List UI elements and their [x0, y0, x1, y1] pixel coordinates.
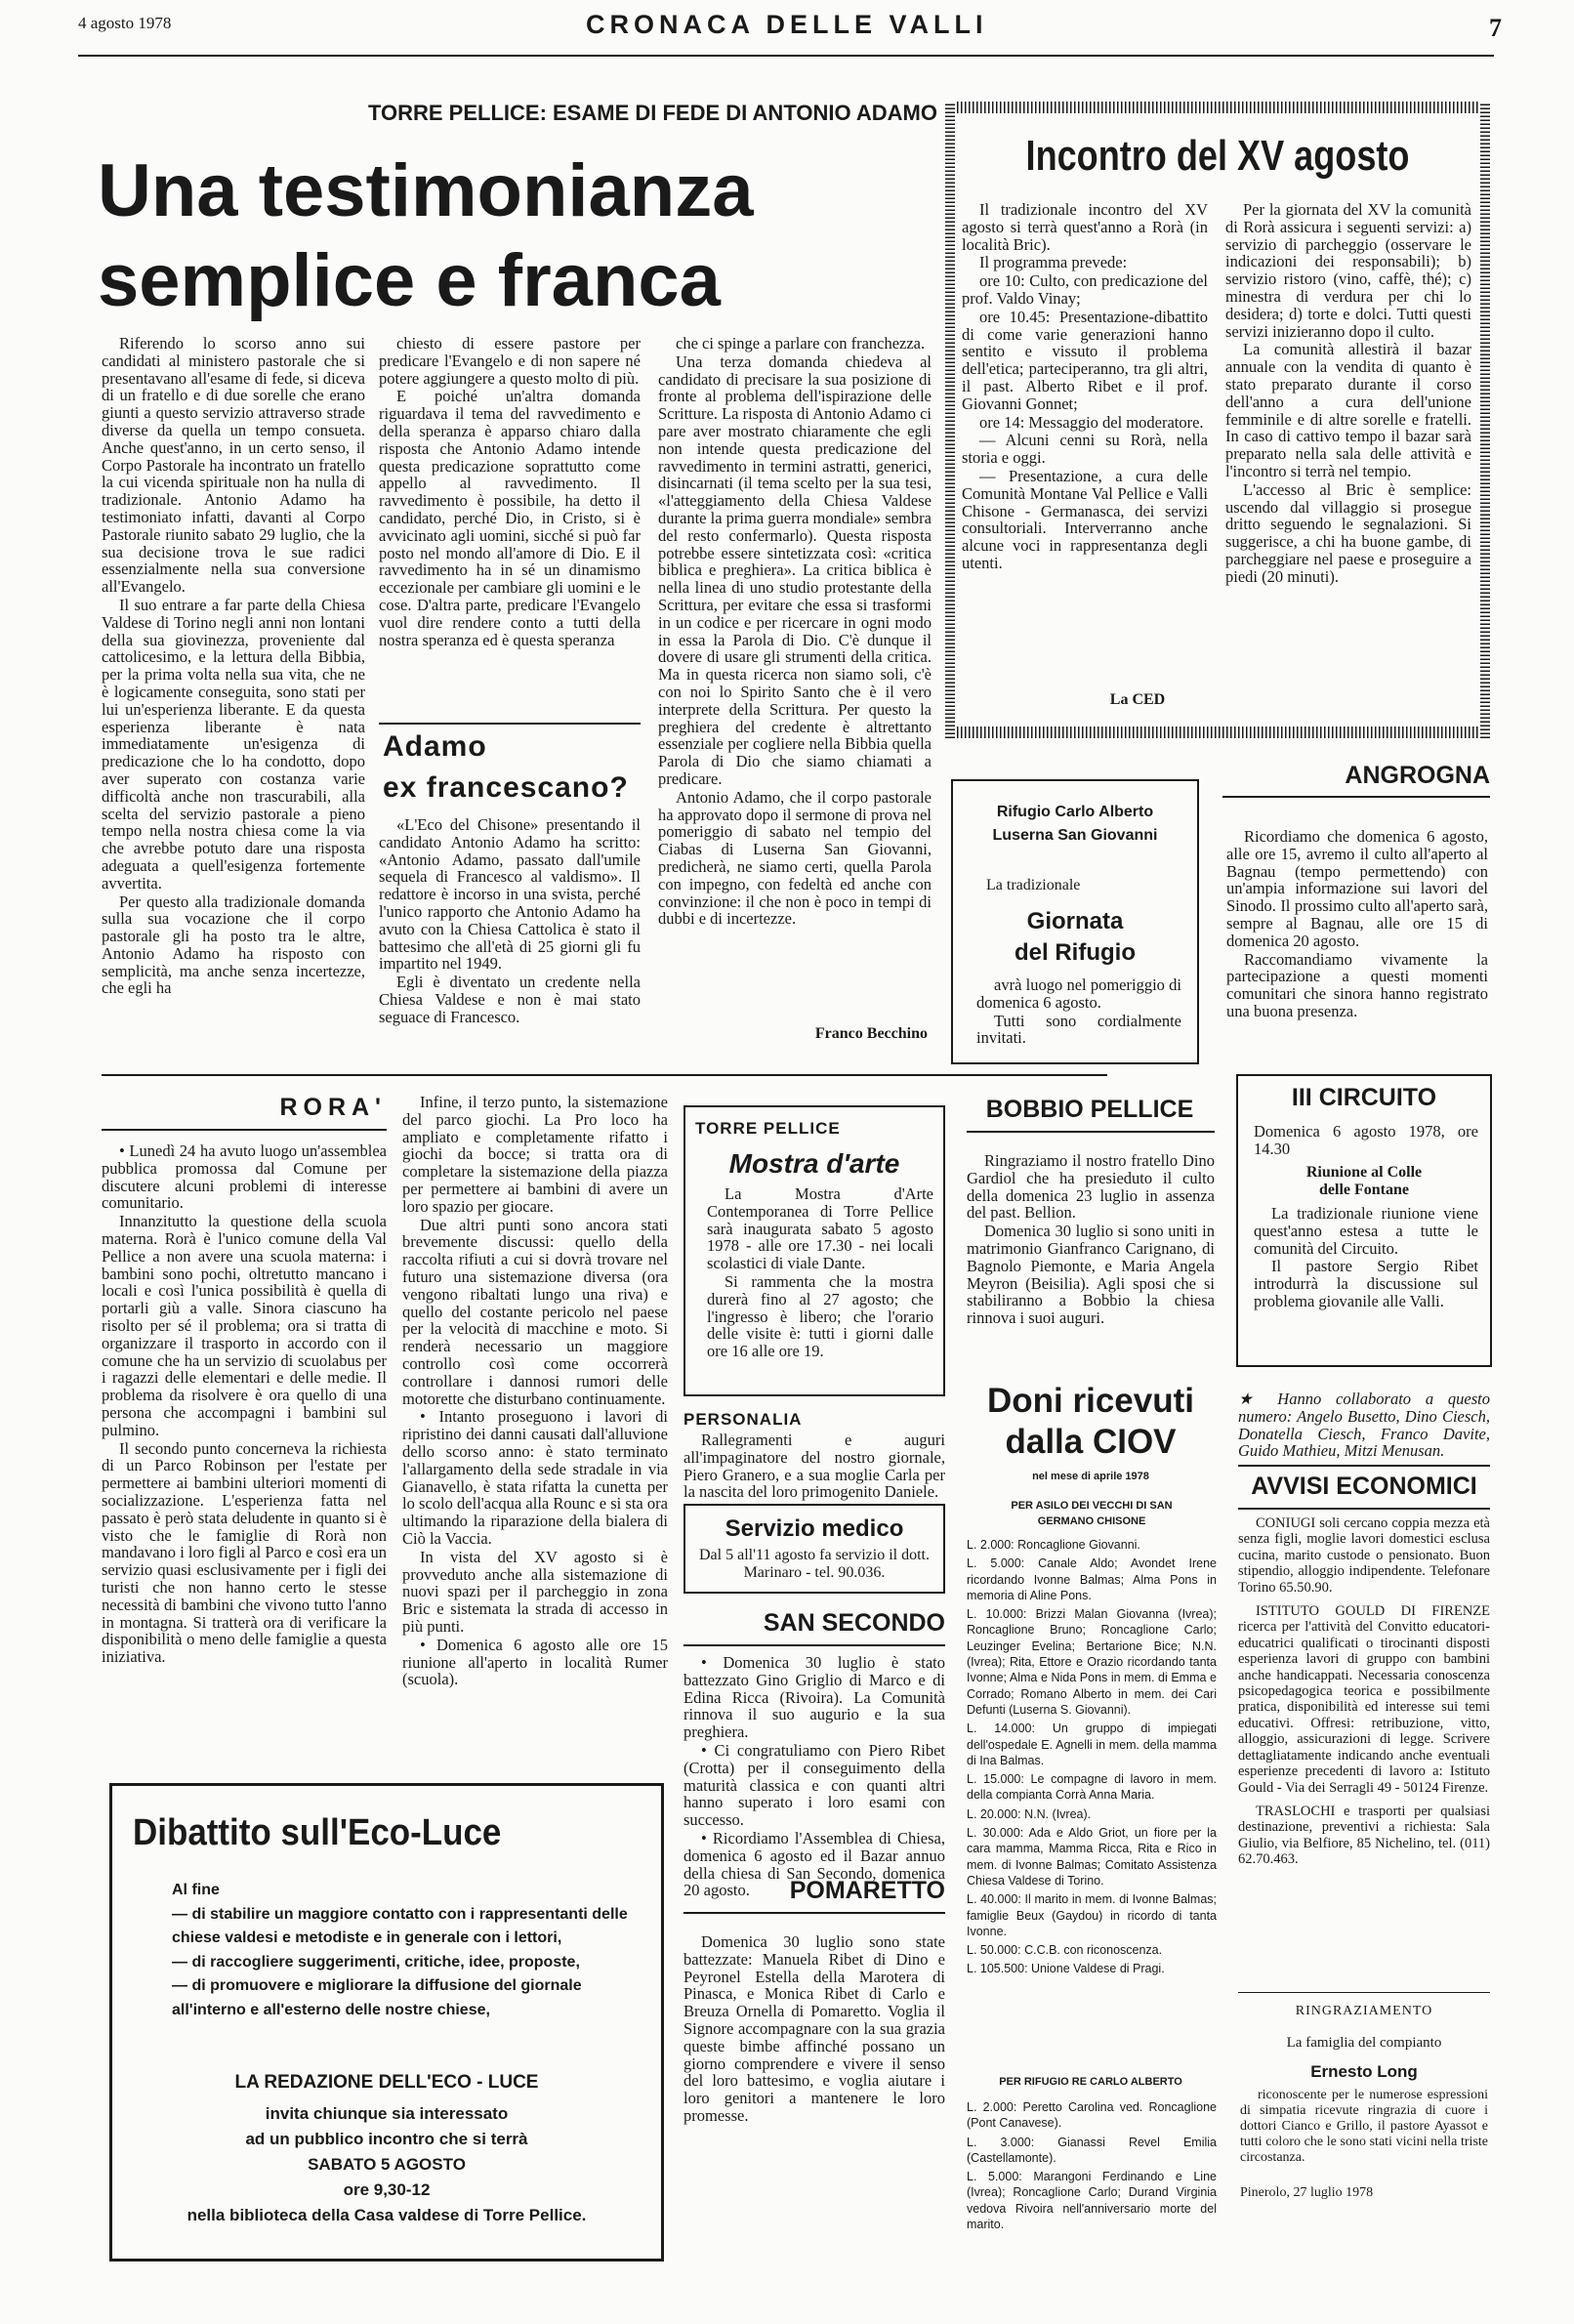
rora-col-2: Infine, il terzo punto, la sistemazione del parco giochi. La Pro loco ha ampliato e completamente rifatto i giochi da bocce; si tratta ora di completare la sistemazione della piazza per permettere ai bambini di avere un loro spazio per giocare. Due altri punti sono ancora stati brevemente discussi: quello della raccolta rifiuti a cui si dovrà trovare nel futuro una sistemazione diversa (ora vengono ribaltati lungo una riva) e quello del costante pericolo nel paese per la velocità di macchine e moto. Si renderà necessario un maggiore controllo così come occorrerà controllare i dannosi rumori delle motorette che disturbano continuamente. • Intanto proseguono i lavori di ripristino dei danni causati dall'alluvione dello scorso anno: è stato terminato l'allargamento della sede stradale in via Gianavello, è stata rifatta la cunetta per lo scolo dell'acqua alla Rounc e si sta ora ultimando la riparazione della bialera di Ciò la Vaccia. In vista del XV agosto si è provveduto anche alla sistemazione di nuovi spazi per il parcheggio in zona Bric e sistemata la strada di accesso in più punti. • Domenica 6 agosto alle ore 15 riunione all'aperto in località Rumer (scuola).: [402, 1093, 668, 1689]
ringr-name: Ernesto Long: [1310, 2062, 1418, 2081]
circuito-text: La tradizionale riunione viene quest'anno estesa a tutte le comunità del Circuito. Il pastore Sergio Ribet introdurrà la discussione sul problema giovanile alle Valli.: [1254, 1204, 1478, 1310]
doni-h1: PER ASILO DEI VECCHI DI SAN GERMANO CHISONE: [1011, 1500, 1173, 1527]
rora-top-rule: [102, 1074, 1107, 1076]
doni-title: Doni ricevuti dalla CIOV: [987, 1382, 1194, 1461]
incontro-border-right: [1480, 102, 1490, 738]
incontro-title: Incontro del XV agosto: [1025, 132, 1410, 180]
angrogna-title: ANGROGNA: [1345, 762, 1490, 789]
masthead-rule: [78, 55, 1494, 57]
secondo-text: • Domenica 30 luglio è stato battezzato Gino Griglio di Marco e di Edina Ricca (Rivoira). La Comunità rinnova il suo augurio e la sua preghiera. • Ci congratuliamo con Piero Ribet (Crotta) per il conseguimento della maturità classica e con quanti altri hanno superato i loro esami con successo. • Ricordiamo l'Assemblea di Chiesa, domenica 6 agosto ed il Bazar annuo della chiesa di San Secondo, domenica 20 agosto.: [683, 1653, 945, 1900]
circuito-date: Domenica 6 agosto 1978, ore 14.30: [1254, 1122, 1478, 1158]
adamo-title: Adamo ex francescano?: [383, 730, 629, 804]
page-number: 7: [1489, 14, 1502, 42]
incontro-signature: La CED: [1109, 691, 1166, 708]
circuito-where: Riunione al Colle delle Fontane: [1305, 1164, 1423, 1198]
incontro-border-bottom: [945, 726, 1490, 738]
pomaretto-title: POMARETTO: [789, 1877, 945, 1904]
incontro-border-top: [945, 102, 1490, 113]
bobbio-title: BOBBIO PELLICE: [985, 1096, 1194, 1123]
personalia-title: PERSONALIA: [683, 1410, 803, 1429]
main-col-3: che ci spinge a parlare con franchezza. Una terza domanda chiedeva al candidato di precisare la sua posizione di fronte al problema dell'ispirazione delle Scritture. La risposta di Antonio Adamo ci pare aver mostrato chiaramente che egli non intende questa predicazione del ravvedimento in termini astratti, generici, disincarnati (il tema scelto per la sua tesi, «l'atteggiamento della Chiesa Valdese durante la prima guerra mondiale» sembra del resto confermarlo). Questa risposta potrebbe essere sintetizzata così: «critica biblica e preghiera». La critica biblica è nella linea di uno studio protestante della Scrittura, per evitare che essa si trasformi in un codice e per ricercare in ogni modo in essa la Parola di Dio. C'è dunque il dovere di usare gli strumenti della critica. Ma in questa ricerca non siamo soli, c'è con noi lo Spirito Santo che è il vero interprete della Scrittura. Per questo la preghiera del credente è altrettanto essenziale per cogliere nella Bibbia quella Parola di Dio che siamo chiamati a predicare. Antonio Adamo, che il corpo pastorale ha approvato dopo il sermone di prova nel pomeriggio di sabato nel tempio del Ciabas di Luserna San Giovanni, predicherà, ne siamo certi, quella Parola con impegno, con fedeltà ed anche con convinzione: il che non è poco in tempi di dubbi e di incertezze.: [658, 334, 932, 929]
ringr-title: RINGRAZIAMENTO: [1295, 2004, 1433, 2018]
avvisi-title: AVVISI ECONOMICI: [1251, 1473, 1477, 1500]
avvisi-rule: [1238, 1508, 1490, 1510]
dibattito-invite: LA REDAZIONE DELL'ECO - LUCE invita chiunque sia interessato ad un pubblico incontro che si terrà SABATO 5 AGOSTO ore 9,30-12 nella biblioteca della Casa valdese di Torre Pellice.: [186, 2072, 587, 2224]
ringr-intro: La famiglia del compianto: [1286, 2035, 1442, 2051]
personalia-text: Rallegramenti e auguri all'impaginatore del nostro giornale, Piero Granero, e a sua moglie Carla per la nascita del loro primogenito Daniele.: [683, 1431, 945, 1502]
rora-rule: [102, 1129, 387, 1131]
rora-title: RORA': [279, 1094, 387, 1121]
incontro-left: Il tradizionale incontro del XV agosto si terrà quest'anno a Rorà (in località Bric). Il programma prevede: ore 10: Culto, con predicazione del prof. Valdo Vinay; ore 10.45: Presentazione-dibattito di come varie generazioni hanno sentito e vissuto il problema dell'etica; parteciperanno, tra gli altri, il past. Alberto Ribet e il prof. Giovanni Gonnet; ore 14: Messaggio del moderatore. — Alcuni cenni su Rorà, nella storia e oggi. — Presentazione, a cura delle Comunità Montane Val Pellice e Valli Chisone - Germanasca, dei servizi consultoriali. Interverranno anche alcune voci in rappresentanza degli utenti.: [962, 200, 1208, 572]
main-author: Franco Becchino: [814, 1025, 928, 1042]
angrogna-rule: [1222, 796, 1490, 798]
rifugio-text: Rifugio Carlo Alberto Luserna San Giovanni: [992, 804, 1158, 844]
main-col-2: chiesto di essere pastore per predicare l'Evangelo e di non sapere né potere aggiungere a questo molto di più. E poiché un'altra domanda riguardava il tema del ravvedimento e della speranza è apparso chiaro dalla risposta che Antonio Adamo intende questa predicazione soprattutto come appello al ravvedimento. Il ravvedimento è possibile, ha detto il candidato, perché Dio, in Cristo, si è avvicinato agli uomini, sicché si può far posto nel mondo all'amore di Dio. E il ravvedimento ha in sé un dinamismo eccezionale per cambiare gli uomini e le cose. D'altra parte, predicare l'Evangelo vuol dire rendere conto a tutti della nostra speranza ed è questa speranza: [379, 334, 641, 649]
rifugio-intro: La tradizionale: [986, 877, 1081, 893]
masthead: [78, 6, 1502, 47]
headline-line-2: semplice e franca: [98, 239, 721, 322]
pomaretto-rule: [683, 1912, 945, 1914]
servizio-title: Servizio medico: [725, 1515, 904, 1542]
headline-line-1: Una testimonianza: [98, 149, 754, 232]
rifugio-body: avrà luogo nel pomeriggio di domenica 6 agosto. Tutti sono cordialmente invitati.: [976, 975, 1181, 1048]
rora-col-1: • Lunedì 24 ha avuto luogo un'assemblea pubblica promossa dal Comune per discutere alcuni problemi di interesse comunitario. Innanzitutto la questione della scuola materna. Rorà è l'unico comune della Val Pellice a non avere una scuola materna: i bambini sono pochi, oltretutto mancano i locali e così l'unica possibilità è quella di portarli giù a valle. Sinora ciascuno ha risolto per sé il problema; ora si tratta di organizzare il trasporto in accordo con il comune che ha un servizio di scuolabus per i ragazzi delle elementari e delle medie. Il problema da risolvere è ora quello di una persona che accompagni i bambini sul pulmino. Il secondo punto concerneva la richiesta di un Parco Robinson per l'estate per permettere ai bambini ulteriori momenti di socializzazione. L'esperienza fatta nel passato è però stata deludente in quanto si è visto che le famiglie di Rorà non mandavano i loro figli al Parco e così era un servizio quasi esclusivamente per i figli dei turisti che non hanno certo le stesse necessità di bambini che vivono tutto l'anno in montagna. Si tratterà ora di verificare la disponibilità o meno delle famiglie a questa iniziativa.: [102, 1141, 387, 1667]
adamo-text: «L'Eco del Chisone» presentando il candidato Antonio Adamo ha scritto: «Antonio Adamo, passato dall'umile sequela di Francesco al valdismo». Il redattore è incorso in una svista, perché l'unico rapporto che Antonio Adamo ha avuto con la Chiesa Cattolica è stato il battesimo che all'età di 25 giorni gli fu impartito nel 1949. Egli è diventato un credente nella Chiesa Valdese e non è mai stato seguace di Francesco.: [379, 815, 641, 1026]
ringr-top-rule: [1238, 1992, 1490, 1993]
incontro-right: Per la giornata del XV la comunità di Rorà assicura i seguenti servizi: a) servizio di parcheggio (osservare le indicazioni dei responsabili); b) servizio ristoro (vino, caffè, thé); c) minestra di verdura per chi lo desidera; d) torte e dolci. Tutti questi servizi inizieranno dopo il culto. La comunità allestirà il bazar annuale con la vendita di quanto è stato preparato durante il corso dell'anno a cura dell'unione femminile e di altre sorelle e fratelli. In caso di cattivo tempo il bazar sarà preparato nella sala delle attività e l'incontro si terrà nel tempio. L'accesso al Bric è semplice: uscendo dal villaggio si prosegue dritto seguendo le segnalazioni. Si suggerisce, a chi ha buone gambe, di parcheggiare nel paese e proseguire a piedi (20 minuti).: [1225, 200, 1471, 586]
main-col-1: Riferendo lo scorso anno sui candidati al ministero pastorale che si presentavano all'esame di fede, si diceva di un fratello e di due sorelle che erano giunti a questo servizio attraverso strade diverse da quella un tempo consueta. Anche quest'anno, in un certo senso, il Corpo Pastorale ha incontrato un fratello la cui vicenda spirituale non ha nulla di tradizionale. Antonio Adamo ha testimoniato infatti, davanti al Corpo Pastorale riunito sabato 29 luglio, che la sua decisione trova le sue radici essenzialmente nella sua conversione all'Evangelo. Il suo entrare a far parte della Chiesa Valdese di Torino negli anni non lontani della sua giovinezza, proveniente dal cattolicesimo, e la lettura della Bibbia, per la prima volta nella sua vita, che ne è logicamente conseguita, sono stati per lui un'esperienza liberante. E da questa esperienza liberante è nata immediatamente un'esigenza di predicazione che lo ha condotto, dopo aver superato con costanza varie difficoltà anche non trascurabili, alla scelta del servizio pastorale a pieno tempo nella nostra chiesa come la via che avrebbe potuto dare una risposta adeguata a quell'esigenza fortemente avvertita. Per questo alla tradizionale domanda sulla sua vocazione che il corpo pastorale gli ha posto tra le altre, Antonio Adamo ha risposto con semplicità, ma anche senza incertezze, che egli ha: [102, 334, 365, 998]
secondo-title: SAN SECONDO: [763, 1609, 945, 1637]
secondo-rule: [683, 1644, 945, 1646]
ringr-text: riconoscente per le numerose espressioni di simpatia ricevute ringrazia di cuore i dottori Cianco e Grillo, il pastore Ayassot e tutti coloro che le sono stati vicini nella triste circostanza.: [1240, 2088, 1488, 2165]
doni-list-1: L. 2.000: Roncaglione Giovanni. L. 5.000: Canale Aldo; Avondet Irene ricordando Ivonne Balmas; Alma Pons in memoria di Aline Pons. L. 10.000: Brizzi Malan Giovanna (Ivrea); Roncaglione Bruno; Roncaglione Carlo; Leuzinger Evelina; Bertarione Bice; N.N. (Ivrea); Rita, Ettore e Orazio ricordando tanta Ivonne; Alma e Nida Pons in mem. di Emma e Corrado; Romano Alberto in mem. dei Cari Defunti (Luserna S. Giovanni). L. 14.000: Un gruppo di impiegati dell'ospedale E. Agnelli in mem. della mamma di Ina Balmas. L. 15.000: Le compagne di lavoro in mem. della compianta Corrà Anna Maria. L. 20.000: N.N. (Ivrea). L. 30.000: Ada e Aldo Griot, un fiore per la cara mamma, Mamma Ricca, Rita e Rico in mem. di Ivonne Balmas; Comitato Assistenza Chiesa Valdese di Torino. L. 40.000: Il marito in mem. di Ivonne Balmas; famiglie Beux (Gaydou) in ricordo di tanta Ivonne. L. 50.000: C.C.B. con riconoscenza. L. 105.500: Unione Valdese di Pragi.: [967, 1538, 1217, 1976]
collab-text: ★ Hanno collaborato a questo numero: Angelo Busetto, Dino Ciesch, Donatella Ciesch, Franco Davite, Guido Mathieu, Mitzi Menusan.: [1238, 1390, 1490, 1461]
servizio-text: Dal 5 all'11 agosto fa servizio il dott. Marinaro - tel. 90.036.: [698, 1547, 930, 1581]
avvisi-items: CONIUGI soli cercano coppia mezza età senza figli, moglie lavori domestici esclusa cucina, marito custode o pensionato. Buon stipendio, alloggio indipendente. Telefonare Torino 65.50.90. ISTITUTO GOULD DI FIRENZE ricerca per l'attività del Convitto educatori-educatrici qualificati o tirocinanti disposti esperienza lavori di gruppo con bambini anche handicappati. Necessaria conoscenza psicopedagogica teorica e possibilmente pratica, disponibilità ed interesse sui temi educativi. Offresi: retribuzione, vitto, alloggio, assicurazioni di legge. Scrivere dettagliatamente indicando anche eventuali esperienze precedenti di lavoro a: Istituto Gould - Via dei Serragli 49 - 50124 Firenze. TRASLOCHI e trasporti per qualsiasi destinazione, preventivi a richiesta: Sala Giulio, via Belfiore, 85 Nichelino, tel. (011) 62.70.463.: [1238, 1515, 1490, 1868]
pomaretto-text: Domenica 30 luglio sono state battezzate: Manuela Ribet di Dino e Peyronel Estella della Marotera di Pinasca, e Monica Ribet di Carlo e Breuza Ornella di Pomaretto. Voglia il Signore accompagnare con la sua grazia queste bimbe affinché possano un giorno comprendere e vivere il senso del loro battesimo, e voglia aiutare i loro genitori a mantenere le loro promesse.: [683, 1932, 945, 2125]
circuito-title: III CIRCUITO: [1291, 1084, 1437, 1111]
bobbio-text: Ringraziamo il nostro fratello Dino Gardiol che ha presieduto il culto della domenica 23 luglio in assenza del past. Bellion. Domenica 30 luglio si sono uniti in matrimonio Gianfranco Carignano, di Bagnolo Piemonte, e Maria Angela Meyron (Beisilia). Agli sposi che si stabiliranno a Bobbio la chiesa rinnova i suoi auguri.: [967, 1151, 1215, 1328]
mostra-kicker: TORRE PELLICE: [695, 1119, 841, 1138]
angrogna-text: Ricordiamo che domenica 6 agosto, alle ore 15, avremo il culto all'aperto al Bagnau (tempo permettendo) con un'ampia informazione sui lavori del Sinodo. Il prossimo culto all'aperto sarà, sempre al Bagnau, alle ore 15 di domenica 20 agosto. Raccomandiamo vivamente la partecipazione a questi momenti comunitari che sinora hanno registrato una buona presenza.: [1226, 827, 1488, 1020]
main-headline: [98, 146, 937, 326]
ringr-date: Pinerolo, 27 luglio 1978: [1240, 2185, 1374, 2200]
incontro-border-left: [945, 102, 955, 738]
avvisi-top-rule: [1238, 1465, 1490, 1467]
doni-h2: PER RIFUGIO RE CARLO ALBERTO: [999, 2076, 1182, 2088]
bobbio-rule: [967, 1131, 1215, 1133]
main-kicker: TORRE PELLICE: ESAME DI FEDE DI ANTONIO ADAMO: [367, 101, 937, 125]
doni-sub: nel mese di aprile 1978: [1032, 1471, 1149, 1482]
mostra-text: La Mostra d'Arte Contemporanea di Torre Pellice sarà inaugurata sabato 5 agosto 1978 - alle ore 17.30 - nei locali scolastici di viale Dante. Si rammenta che la mostra durerà fino al 27 agosto; che l'ingresso è libero; che l'orario delle visite è: tutti i giorni dalle ore 16 alle ore 19.: [707, 1184, 933, 1361]
issue-date: 4 agosto 1978: [78, 14, 172, 32]
adamo-rule: [379, 723, 641, 725]
dibattito-lines: Al fine — di stabilire un maggiore contatto con i rappresentanti delle chiese valdesi e metodiste e in generale con i lettori, — di raccogliere suggerimenti, critiche, idee, proposte, — di promuovere e migliorare la diffusione del giornale all'interno e all'esterno delle nostre chiese,: [172, 1882, 628, 2018]
mostra-title: Mostra d'arte: [728, 1148, 900, 1179]
dibattito-title: Dibattito sull'Eco-Luce: [133, 1812, 502, 1853]
rifugio-title: Giornata del Rifugio: [1015, 908, 1136, 966]
section-title: CRONACA DELLE VALLI: [586, 10, 988, 39]
doni-list-2: L. 2.000: Peretto Carolina ved. Roncaglione (Pont Canavese). L. 3.000: Gianassi Revel Emilia (Castellamonte). L. 5.000: Marangoni Ferdinando e Line (Ivrea); Roncaglione Carlo; Durand Virginia vedova Rivoira nell'anniversario morte del marito.: [967, 2100, 1217, 2232]
